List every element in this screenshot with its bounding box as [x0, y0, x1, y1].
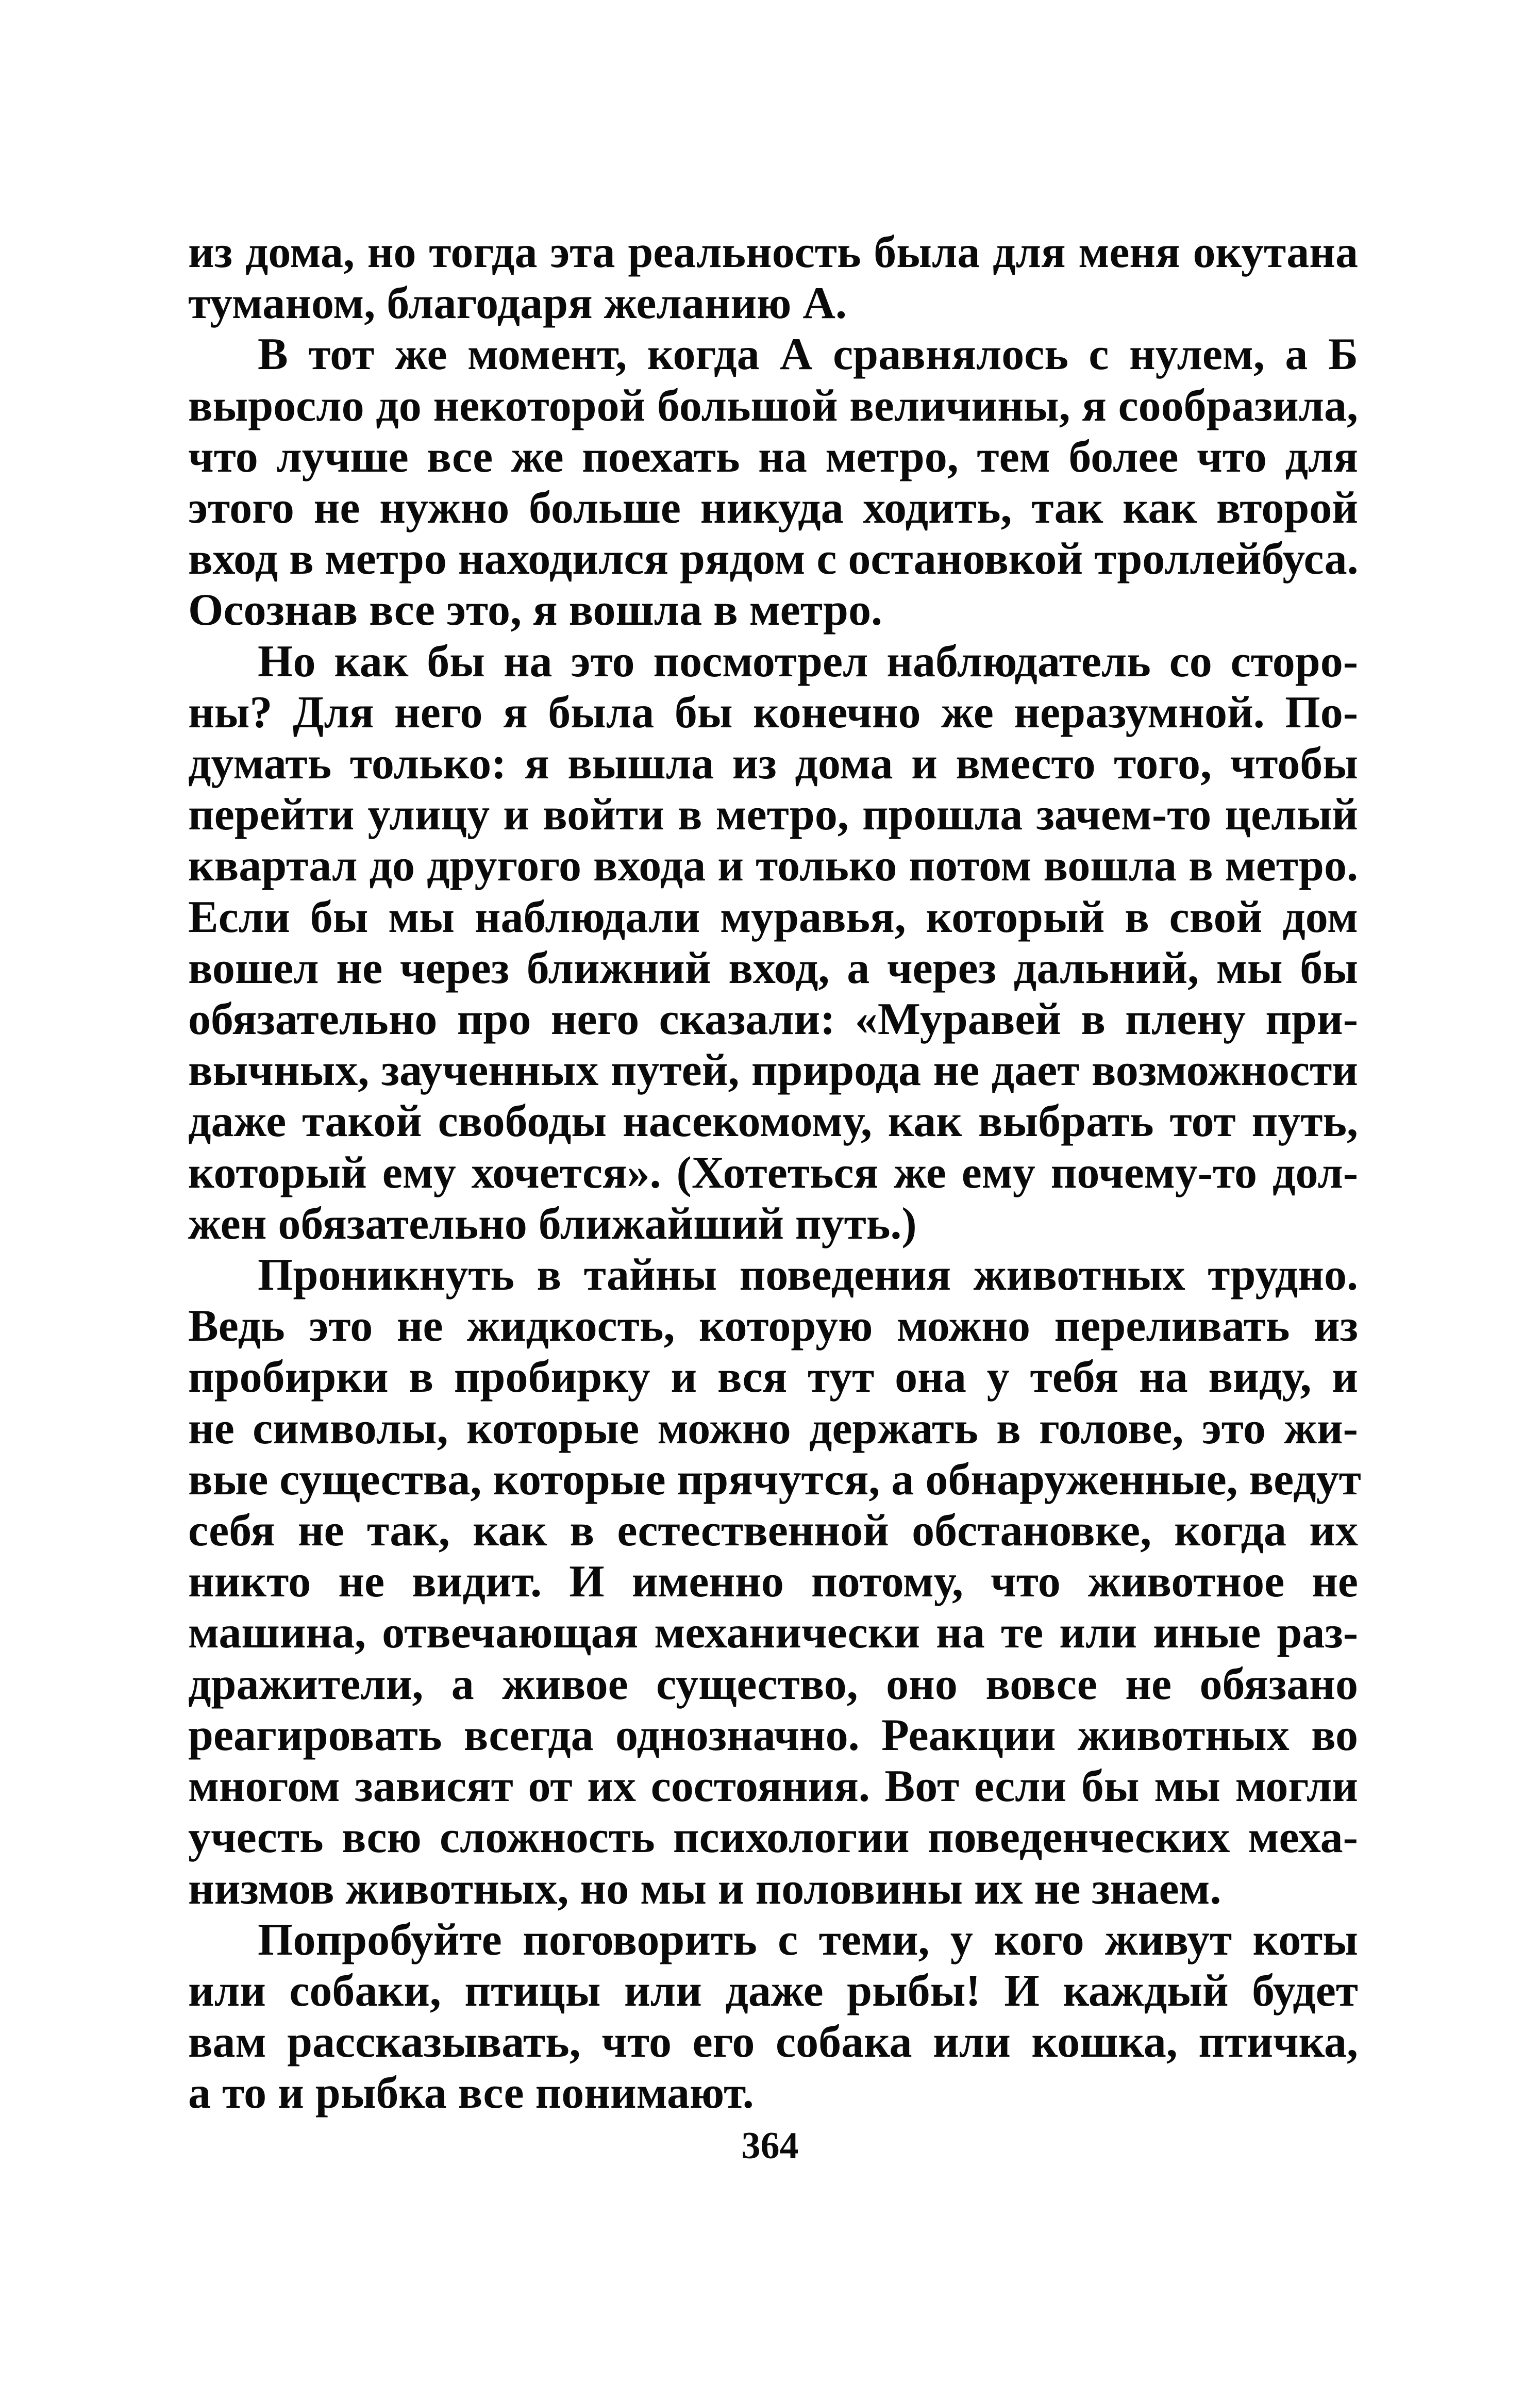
text-line: никто не видит. И именно потому, что животное не [188, 1557, 1358, 1607]
paragraph-1 [188, 227, 1358, 329]
text-line: учесть всю сложность психологии поведенческих меха- [188, 1812, 1358, 1863]
body-text [188, 227, 1361, 2119]
text-line: обязательно про него сказали: «Муравей в плену при- [188, 994, 1358, 1045]
text-line: ны? Для него я была бы конечно же неразумной. По- [188, 687, 1358, 738]
text-line: дражители, а живое существо, оно вовсе не обязано [188, 1659, 1358, 1709]
paragraph-3 [188, 636, 1358, 1249]
text-line: Осознав все это, я вошла в метро. [188, 585, 882, 636]
text-line: который ему хочется». (Хотеться же ему почему-то дол- [188, 1147, 1358, 1198]
paragraph-2 [188, 329, 1358, 636]
text-line: реагировать всегда однозначно. Реакции животных во [188, 1710, 1358, 1760]
text-line: вам рассказывать, что его собака или кошка, птичка, [188, 2017, 1358, 2068]
text-line: Ведь это не жидкость, которую можно переливать из [188, 1301, 1358, 1352]
text-line: низмов животных, но мы и половины их не знаем. [188, 1863, 1221, 1914]
text-line: машина, отвечающая механически на те или иные раз- [188, 1608, 1358, 1658]
text-line: или собаки, птицы или даже рыбы! И каждый будет [188, 1965, 1358, 2016]
text-line: перейти улицу и войти в метро, прошла зачем-то целый [188, 790, 1358, 840]
text-line: не символы, которые можно держать в голове, это жи- [188, 1403, 1358, 1454]
page-number: 364 [741, 2125, 799, 2167]
text-line: жен обязательно ближайший путь.) [188, 1198, 917, 1249]
paragraph-4 [188, 1249, 1361, 1914]
text-line: себя не так, как в естественной обстановке, когда их [188, 1506, 1358, 1556]
text-line: из дома, но тогда эта реальность была для меня окутана [188, 227, 1358, 277]
text-line: В тот же момент, когда А сравнялось с нулем, а Б [258, 329, 1358, 380]
text-line: пробирки в пробирку и вся тут она у тебя на виду, и [188, 1352, 1358, 1403]
text-line: туманом, благодаря желанию А. [188, 278, 847, 329]
text-line: многом зависят от их состояния. Вот если бы мы могли [188, 1761, 1358, 1812]
text-line: вход в метро находился рядом с остановкой троллейбуса. [188, 534, 1359, 585]
text-line: думать только: я вышла из дома и вместо того, чтобы [188, 739, 1358, 789]
text-line: даже такой свободы насекомому, как выбрать тот путь, [188, 1096, 1358, 1147]
text-line: вошел не через ближний вход, а через дальний, мы бы [188, 943, 1358, 993]
text-line: Попробуйте поговорить с теми, у кого живут коты [258, 1914, 1358, 1965]
text-line: выросло до некоторой большой величины, я сообразила, [188, 380, 1358, 431]
text-line: Проникнуть в тайны поведения животных трудно. [258, 1250, 1358, 1301]
text-line: что лучше все же поехать на метро, тем более что для [188, 431, 1358, 482]
text-line: вычных, заученных путей, природа не дает возможности [188, 1045, 1358, 1096]
text-line: Если бы мы наблюдали муравья, который в свой дом [188, 892, 1358, 942]
text-line: а то и рыбка все понимают. [188, 2068, 754, 2119]
paragraph-5 [188, 1914, 1358, 2119]
text-line: квартал до другого входа и только потом вошла в метро. [188, 841, 1358, 891]
text-line: этого не нужно больше никуда ходить, так как второй [188, 483, 1358, 534]
text-line: вые существа, которые прячутся, а обнаруженные, ведут [188, 1454, 1361, 1505]
text-line: Но как бы на это посмотрел наблюдатель со сторо- [258, 636, 1358, 687]
